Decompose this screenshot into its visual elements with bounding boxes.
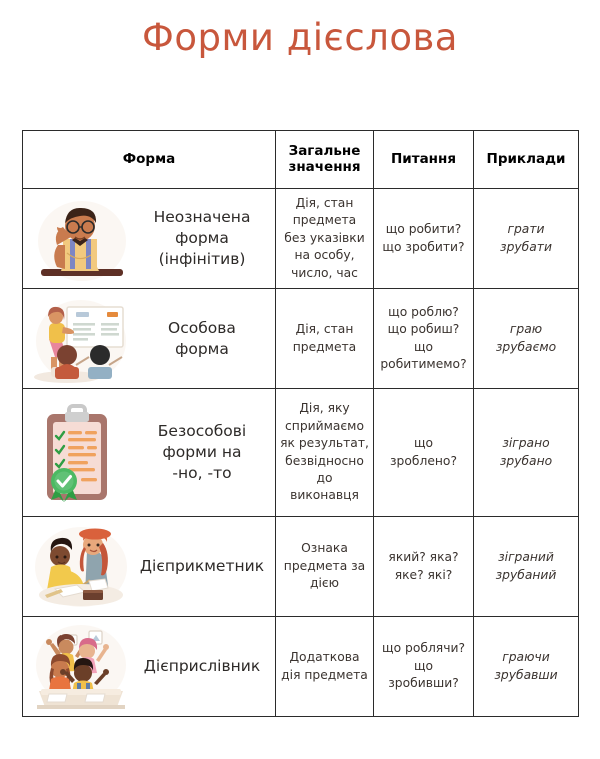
- column-header-form: Форма: [23, 131, 276, 189]
- cheering-children-illustration: [27, 621, 135, 713]
- column-header-examples: Приклади: [474, 131, 579, 189]
- clipboard-checklist-illustration: [27, 398, 135, 508]
- verb-forms-table-container: [22, 130, 578, 717]
- cell-question: що зроблено?: [374, 389, 474, 517]
- table-row: [23, 389, 579, 517]
- cell-meaning: Ознака предмета за дією: [276, 517, 374, 617]
- cell-question: що робити? що зробити?: [374, 189, 474, 289]
- cell-meaning: Додаткова дія предмета: [276, 617, 374, 717]
- table-row: [23, 289, 579, 389]
- page-title: Форми дієслова: [142, 16, 458, 59]
- cell-meaning: Дія, яку сприймаємо як результат, безвідносно до виконавця: [276, 389, 374, 517]
- cell-meaning: Дія, стан предмета без указівки на особу, число, час: [276, 189, 374, 289]
- cell-question: що роблю? що робиш? що робитимемо?: [374, 289, 474, 389]
- column-header-meaning: Загальне значення: [276, 131, 374, 189]
- form-name-label: Неозначена форма (інфінітив): [153, 208, 251, 268]
- cell-examples: граю зрубаємо: [474, 289, 579, 389]
- tutor-and-child-illustration: [27, 521, 135, 613]
- table-header-row: [23, 131, 579, 189]
- column-header-question: Питання: [374, 131, 474, 189]
- cell-form: [23, 517, 276, 617]
- form-name-label: Безособові форми на -но, -то: [157, 422, 247, 482]
- thinking-man-illustration: [27, 193, 135, 285]
- cell-form: [23, 389, 276, 517]
- cell-examples: грати зрубати: [474, 189, 579, 289]
- cell-form: [23, 289, 276, 389]
- cell-form: [23, 189, 276, 289]
- form-name-label: Дієприкметник: [139, 557, 265, 576]
- table-row: [23, 517, 579, 617]
- form-name-label: Особова форма: [168, 318, 236, 358]
- cell-form: [23, 617, 276, 717]
- table-row: [23, 189, 579, 289]
- table-row: [23, 617, 579, 717]
- cell-examples: зіграний зрубаний: [474, 517, 579, 617]
- cell-examples: зіграно зрубано: [474, 389, 579, 517]
- teacher-classroom-illustration: [27, 293, 135, 385]
- verb-forms-table: [22, 130, 579, 717]
- cell-question: який? яка? яке? які?: [374, 517, 474, 617]
- cell-question: що роблячи? що зробивши?: [374, 617, 474, 717]
- cell-meaning: Дія, стан предмета: [276, 289, 374, 389]
- cell-examples: граючи зрубавши: [474, 617, 579, 717]
- form-name-label: Дієприслівник: [143, 657, 261, 676]
